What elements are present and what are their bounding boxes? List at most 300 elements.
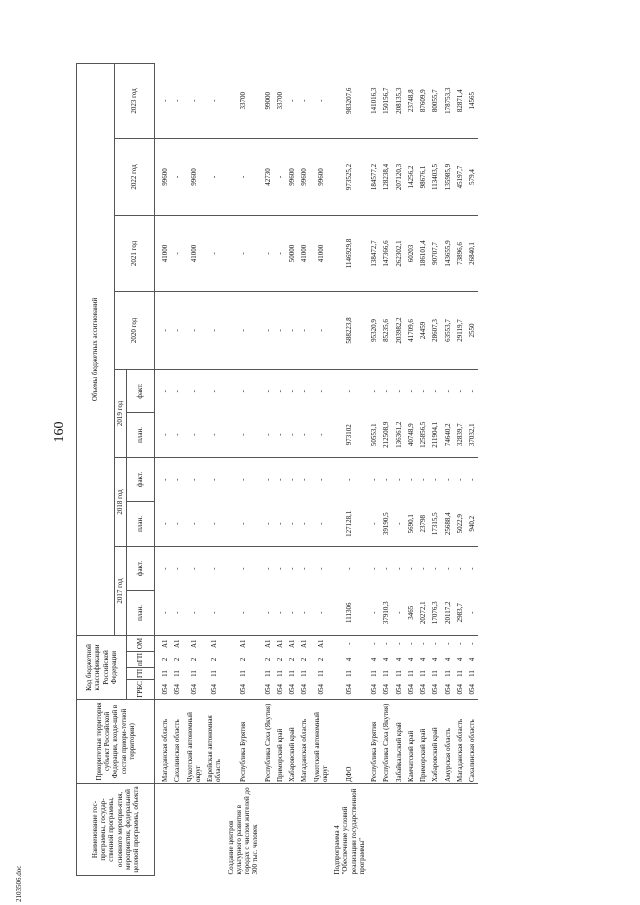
cell-value-2018-fact: - — [419, 478, 427, 481]
table-row — [262, 63, 274, 875]
cell-value-2017-fact: - — [345, 567, 354, 570]
cell-value-2023: 82871,4 — [454, 63, 466, 138]
cell-value-2019-fact: - — [288, 390, 296, 393]
cell-value-2018-plan: 5022,9 — [454, 501, 466, 546]
cell-grbs: 054 — [210, 684, 219, 695]
header-program: Наименование гос-программы, государ-ственной программы, основного меропри-ятия, мероприятия, федеральной целевой программы, объекта — [77, 784, 155, 876]
cell-value-2017-fact: - — [468, 567, 476, 570]
cell-grbs: 054 — [275, 684, 284, 695]
cell-value-2017-plan: 2983,7 — [454, 590, 466, 635]
cell-value-2023: 14565 — [466, 63, 478, 138]
cell-value-2019-plan: - — [286, 412, 298, 457]
cell-value-2018-plan: - — [311, 501, 332, 546]
cell-value-2021: 41000 — [311, 215, 332, 291]
cell-value-2020: - — [204, 291, 225, 369]
cell-value-2023: - — [155, 63, 172, 138]
cell-value-2022: 99600 — [184, 138, 205, 215]
cell-value-2022: 135985,9 — [442, 138, 454, 215]
cell-program — [184, 784, 205, 876]
cell-gp: 11 — [431, 670, 440, 677]
cell-value-2020: 41709,6 — [405, 291, 417, 369]
cell-gp: 11 — [238, 670, 247, 677]
cell-value-2018-plan: - — [286, 501, 298, 546]
cell-gp: 11 — [210, 670, 219, 677]
cell-program — [429, 784, 441, 876]
cell-value-2021: 73896,6 — [454, 215, 466, 291]
cell-value-2019-plan: - — [184, 412, 205, 457]
cell-gp: 11 — [316, 670, 325, 677]
table-row — [429, 63, 441, 875]
cell-territory: Амурская область — [442, 700, 454, 784]
cell-om: - — [406, 642, 415, 645]
cell-value-2019-fact: - — [455, 390, 464, 393]
cell-pgp: 4 — [394, 657, 403, 662]
cell-program — [311, 784, 332, 876]
cell-value-2023: 141016,3 — [368, 63, 380, 138]
table-row — [442, 63, 454, 875]
cell-value-2022: 579,4 — [466, 138, 478, 215]
cell-grbs: 054 — [345, 684, 354, 695]
cell-om: - — [419, 642, 427, 645]
header-year-2020: 2020 год — [115, 291, 155, 369]
cell-program — [380, 784, 392, 876]
table-row — [417, 63, 429, 875]
cell-value-2020: - — [184, 291, 205, 369]
cell-value-2020: 2550 — [466, 291, 478, 369]
cell-value-2021: 50000 — [286, 215, 298, 291]
cell-value-2017-plan: - — [171, 590, 183, 635]
cell-value-2021: 41000 — [155, 215, 172, 291]
cell-value-2017-fact: - — [394, 567, 403, 570]
cell-grbs: 054 — [300, 684, 309, 695]
cell-value-2020: 85235,6 — [380, 291, 392, 369]
cell-value-2017-plan: 20117,2 — [442, 590, 454, 635]
cell-value-2023: 178753,3 — [442, 63, 454, 138]
cell-value-2017-fact: - — [288, 567, 296, 570]
cell-value-2020: - — [155, 291, 172, 369]
cell-value-2019-plan: 74640,2 — [442, 412, 454, 457]
cell-territory: Хабаровский край — [286, 700, 298, 784]
cell-value-2020: - — [171, 291, 183, 369]
cell-value-2022: - — [225, 138, 262, 215]
cell-territory: Сахалинская область — [466, 700, 478, 784]
cell-value-2023: - — [286, 63, 298, 138]
table-row — [225, 63, 262, 875]
cell-gp: 11 — [455, 670, 464, 677]
header-year-2023: 2023 год — [115, 63, 155, 138]
table-body — [155, 63, 479, 875]
cell-value-2023: 99000 — [262, 63, 274, 138]
cell-pgp: 2 — [263, 657, 272, 662]
cell-pgp: 2 — [275, 657, 284, 662]
cell-gp: 11 — [394, 670, 403, 677]
cell-value-2019-fact: - — [275, 390, 284, 393]
cell-value-2018-plan: 23798 — [417, 501, 429, 546]
cell-value-2019-fact: - — [382, 390, 391, 393]
cell-territory: Забайкальский край — [393, 700, 405, 784]
cell-value-2019-plan: 50553,1 — [368, 412, 380, 457]
cell-value-2021: 90707,7 — [429, 215, 441, 291]
cell-pgp: 4 — [443, 657, 452, 662]
cell-value-2021: - — [262, 215, 274, 291]
cell-value-2017-plan: - — [225, 590, 262, 635]
cell-value-2018-fact: - — [443, 478, 452, 481]
cell-value-2021: 41000 — [298, 215, 310, 291]
cell-value-2021: 143655,9 — [442, 215, 454, 291]
table-row — [298, 63, 310, 875]
cell-pgp: 4 — [419, 657, 427, 662]
cell-value-2017-plan: 3465 — [405, 590, 417, 635]
cell-grbs: 054 — [443, 684, 452, 695]
cell-value-2021: - — [204, 215, 225, 291]
cell-gp: 11 — [300, 670, 309, 677]
cell-pgp: 4 — [431, 657, 440, 662]
cell-value-2019-plan: - — [274, 412, 286, 457]
cell-value-2017-fact: - — [419, 567, 427, 570]
cell-gp: 11 — [419, 670, 427, 677]
cell-value-2019-fact: - — [370, 390, 378, 393]
cell-om: А1 — [189, 639, 198, 649]
header-year-2018: 2018 год — [115, 457, 127, 546]
table-row — [171, 63, 183, 875]
cell-value-2018-plan: - — [298, 501, 310, 546]
cell-value-2022: - — [274, 138, 286, 215]
header-fact-2019: факт. — [127, 369, 155, 412]
cell-value-2023: - — [298, 63, 310, 138]
header-year-2021: 2021 год — [115, 215, 155, 291]
cell-value-2020: 24459 — [417, 291, 429, 369]
table-row — [204, 63, 225, 875]
cell-gp: 11 — [370, 670, 378, 677]
cell-program — [466, 784, 478, 876]
cell-program: Создание центров культурного развития в городах с числом жителей до 300 тыс. человек — [225, 784, 262, 876]
cell-value-2018-fact: - — [316, 478, 325, 481]
cell-pgp: 4 — [468, 657, 476, 662]
table-row — [405, 63, 417, 875]
cell-value-2022: 99600 — [311, 138, 332, 215]
footer-doc-name: 2103506.doc — [15, 865, 23, 902]
page-number: 160 — [52, 421, 67, 443]
cell-grbs: 054 — [173, 684, 182, 695]
cell-program — [204, 784, 225, 876]
cell-value-2017-fact: - — [210, 567, 219, 570]
cell-territory: Чукотский автономный округ — [184, 700, 205, 784]
cell-value-2021: 138472,7 — [368, 215, 380, 291]
cell-value-2018-fact: - — [275, 478, 284, 481]
cell-value-2017-fact: - — [300, 567, 309, 570]
cell-grbs: 054 — [238, 684, 247, 695]
cell-om: А1 — [238, 639, 247, 649]
cell-value-2023: - — [204, 63, 225, 138]
cell-om: - — [443, 642, 452, 645]
cell-value-2018-plan: 5690,1 — [405, 501, 417, 546]
cell-om: А1 — [263, 639, 272, 649]
cell-value-2018-plan: - — [274, 501, 286, 546]
table-row — [286, 63, 298, 875]
cell-value-2021: 1146929,8 — [331, 215, 368, 291]
cell-gp: 11 — [161, 670, 169, 677]
cell-value-2017-fact: - — [263, 567, 272, 570]
cell-gp: 11 — [288, 670, 296, 677]
cell-value-2017-fact: - — [455, 567, 464, 570]
cell-value-2019-plan: - — [311, 412, 332, 457]
cell-value-2019-plan: 125856,5 — [417, 412, 429, 457]
cell-value-2017-plan: 37910,3 — [380, 590, 392, 635]
cell-grbs: 054 — [316, 684, 325, 695]
cell-value-2019-plan: 212508,9 — [380, 412, 392, 457]
cell-om: А1 — [161, 639, 169, 649]
cell-territory: Сахалинская область — [171, 700, 183, 784]
cell-value-2019-fact: - — [316, 390, 325, 393]
cell-value-2022: 113403,5 — [429, 138, 441, 215]
cell-value-2022: 207120,3 — [393, 138, 405, 215]
cell-value-2017-plan: 17076,3 — [429, 590, 441, 635]
cell-grbs: 054 — [431, 684, 440, 695]
cell-value-2020: - — [286, 291, 298, 369]
cell-value-2019-plan: - — [298, 412, 310, 457]
cell-om: А1 — [275, 639, 284, 649]
cell-value-2017-fact: - — [382, 567, 391, 570]
cell-value-2020: 95320,9 — [368, 291, 380, 369]
cell-value-2023: 80055,7 — [429, 63, 441, 138]
cell-program — [155, 784, 172, 876]
header-plan-2017: план. — [127, 590, 155, 635]
header-pgp: пГП — [127, 652, 155, 668]
cell-gp: 11 — [406, 670, 415, 677]
cell-value-2017-plan: - — [466, 590, 478, 635]
cell-value-2017-plan: - — [274, 590, 286, 635]
cell-program — [442, 784, 454, 876]
cell-value-2019-fact: - — [468, 390, 476, 393]
table-row — [274, 63, 286, 875]
cell-value-2017-fact: - — [406, 567, 415, 570]
cell-gp: 11 — [382, 670, 391, 677]
cell-value-2018-fact: - — [161, 478, 169, 481]
table-row — [311, 63, 332, 875]
cell-pgp: 4 — [370, 657, 378, 662]
cell-value-2021: - — [225, 215, 262, 291]
header-plan-2018: план. — [127, 501, 155, 546]
cell-value-2019-plan: 40748,9 — [405, 412, 417, 457]
cell-value-2022: 99600 — [286, 138, 298, 215]
cell-program — [262, 784, 274, 876]
cell-value-2020: 203982,2 — [393, 291, 405, 369]
cell-value-2017-plan: - — [155, 590, 172, 635]
cell-value-2019-fact: - — [345, 390, 354, 393]
cell-value-2018-fact: - — [370, 478, 378, 481]
table-row — [368, 63, 380, 875]
cell-om: А1 — [300, 639, 309, 649]
cell-value-2020: - — [262, 291, 274, 369]
cell-grbs: 054 — [382, 684, 391, 695]
cell-value-2019-fact: - — [173, 390, 182, 393]
cell-program: Подпрограмма 4 "Обеспечение условий реализации государственной программы" — [331, 784, 368, 876]
cell-value-2019-fact: - — [431, 390, 440, 393]
cell-value-2017-fact: - — [161, 567, 169, 570]
cell-value-2018-plan: - — [225, 501, 262, 546]
cell-value-2023: 87609,9 — [417, 63, 429, 138]
header-plan-2019: план. — [127, 412, 155, 457]
cell-value-2019-fact: - — [406, 390, 415, 393]
cell-territory: Республика Бурятия — [225, 700, 262, 784]
cell-om: - — [394, 642, 403, 645]
cell-value-2023: 208135,3 — [393, 63, 405, 138]
cell-value-2022: 42730 — [262, 138, 274, 215]
cell-value-2023: - — [184, 63, 205, 138]
cell-value-2018-plan: - — [262, 501, 274, 546]
cell-value-2017-fact: - — [275, 567, 284, 570]
cell-value-2019-fact: - — [394, 390, 403, 393]
cell-pgp: 4 — [345, 657, 354, 662]
cell-value-2018-plan: 39190,5 — [380, 501, 392, 546]
cell-value-2021: 41000 — [184, 215, 205, 291]
cell-pgp: 4 — [382, 657, 391, 662]
cell-value-2023: - — [311, 63, 332, 138]
cell-grbs: 054 — [189, 684, 198, 695]
cell-value-2022: - — [171, 138, 183, 215]
cell-territory: Республика Саха (Якутия) — [380, 700, 392, 784]
cell-gp: 11 — [345, 670, 354, 677]
cell-territory: Хабаровский край — [429, 700, 441, 784]
cell-territory: Магаданская область — [298, 700, 310, 784]
cell-grbs: 054 — [263, 684, 272, 695]
cell-grbs: 054 — [370, 684, 378, 695]
cell-value-2017-plan: 111306 — [331, 590, 368, 635]
cell-value-2019-fact: - — [443, 390, 452, 393]
cell-value-2018-plan: 940,2 — [466, 501, 478, 546]
cell-territory: Приморский край — [274, 700, 286, 784]
cell-value-2018-plan: 25688,4 — [442, 501, 454, 546]
cell-om: - — [431, 642, 440, 645]
cell-grbs: 054 — [161, 684, 169, 695]
cell-value-2019-fact: - — [263, 390, 272, 393]
cell-program — [274, 784, 286, 876]
cell-territory: Магаданская область — [454, 700, 466, 784]
cell-value-2023: 983207,6 — [331, 63, 368, 138]
cell-value-2022: 128238,4 — [380, 138, 392, 215]
cell-value-2023: - — [171, 63, 183, 138]
cell-value-2021: - — [274, 215, 286, 291]
cell-value-2018-fact: - — [382, 478, 391, 481]
cell-value-2023: 150156,7 — [380, 63, 392, 138]
cell-value-2018-fact: - — [455, 478, 464, 481]
cell-program — [171, 784, 183, 876]
cell-grbs: 054 — [455, 684, 464, 695]
cell-value-2017-plan: - — [286, 590, 298, 635]
cell-value-2023: 33700 — [274, 63, 286, 138]
table-row — [380, 63, 392, 875]
cell-territory: Республика Бурятия — [368, 700, 380, 784]
cell-value-2020: 29119,7 — [454, 291, 466, 369]
cell-value-2022: 14256,2 — [405, 138, 417, 215]
table-row — [331, 63, 368, 875]
cell-value-2020: - — [274, 291, 286, 369]
cell-value-2018-fact: - — [288, 478, 296, 481]
cell-value-2018-plan: - — [171, 501, 183, 546]
cell-value-2022: - — [204, 138, 225, 215]
cell-value-2018-fact: - — [189, 478, 198, 481]
cell-gp: 11 — [173, 670, 182, 677]
cell-value-2019-fact: - — [189, 390, 198, 393]
table-row — [155, 63, 172, 875]
cell-value-2018-fact: - — [173, 478, 182, 481]
cell-om: - — [382, 642, 391, 645]
cell-value-2021: 186101,4 — [417, 215, 429, 291]
cell-value-2017-fact: - — [370, 567, 378, 570]
cell-pgp: 2 — [161, 657, 169, 662]
cell-value-2017-fact: - — [189, 567, 198, 570]
cell-program — [368, 784, 380, 876]
cell-om: - — [468, 642, 476, 645]
header-grbs: ГРБС — [127, 680, 155, 700]
cell-value-2019-plan: 32839,7 — [454, 412, 466, 457]
cell-gp: 11 — [468, 670, 476, 677]
header-fact-2018: факт. — [127, 457, 155, 501]
cell-value-2019-fact: - — [210, 390, 219, 393]
cell-value-2020: - — [298, 291, 310, 369]
cell-value-2023: 33700 — [225, 63, 262, 138]
cell-value-2018-fact: - — [263, 478, 272, 481]
cell-value-2021: 147366,6 — [380, 215, 392, 291]
header-om: ОМ — [127, 635, 155, 651]
cell-om: А1 — [210, 639, 219, 649]
cell-value-2019-plan: - — [262, 412, 274, 457]
cell-grbs: 054 — [468, 684, 476, 695]
budget-table — [76, 63, 478, 876]
cell-value-2018-plan: - — [393, 501, 405, 546]
cell-value-2017-fact: - — [431, 567, 440, 570]
cell-pgp: 4 — [455, 657, 464, 662]
cell-value-2020: 588223,8 — [331, 291, 368, 369]
cell-pgp: 2 — [316, 657, 325, 662]
cell-value-2019-fact: - — [161, 390, 169, 393]
cell-program — [405, 784, 417, 876]
cell-gp: 11 — [263, 670, 272, 677]
cell-value-2017-plan: - — [368, 590, 380, 635]
cell-value-2019-plan: 973102 — [331, 412, 368, 457]
header-gp: ГП — [127, 668, 155, 680]
table-row — [393, 63, 405, 875]
cell-value-2018-plan: - — [155, 501, 172, 546]
cell-value-2019-fact: - — [238, 390, 247, 393]
cell-value-2017-fact: - — [443, 567, 452, 570]
cell-value-2017-fact: - — [238, 567, 247, 570]
cell-om: А1 — [173, 639, 182, 649]
cell-value-2022: 45197,7 — [454, 138, 466, 215]
cell-pgp: 2 — [300, 657, 309, 662]
cell-territory: Приморский край — [417, 700, 429, 784]
cell-value-2022: 99600 — [155, 138, 172, 215]
cell-value-2021: 26840,1 — [466, 215, 478, 291]
cell-value-2018-fact: - — [210, 478, 219, 481]
cell-program — [298, 784, 310, 876]
cell-value-2022: 973525,2 — [331, 138, 368, 215]
cell-value-2022: 98676,1 — [417, 138, 429, 215]
header-volumes: Объемы бюджетных ассигнований — [77, 63, 115, 635]
cell-value-2019-fact: - — [300, 390, 309, 393]
cell-territory: Магаданская область — [155, 700, 172, 784]
cell-pgp: 2 — [238, 657, 247, 662]
cell-territory: Камчатский край — [405, 700, 417, 784]
cell-value-2019-plan: - — [171, 412, 183, 457]
cell-program — [393, 784, 405, 876]
table-row — [454, 63, 466, 875]
cell-grbs: 054 — [288, 684, 296, 695]
cell-value-2019-plan: - — [204, 412, 225, 457]
cell-pgp: 2 — [210, 657, 219, 662]
cell-value-2019-plan: 136361,2 — [393, 412, 405, 457]
cell-value-2020: - — [311, 291, 332, 369]
